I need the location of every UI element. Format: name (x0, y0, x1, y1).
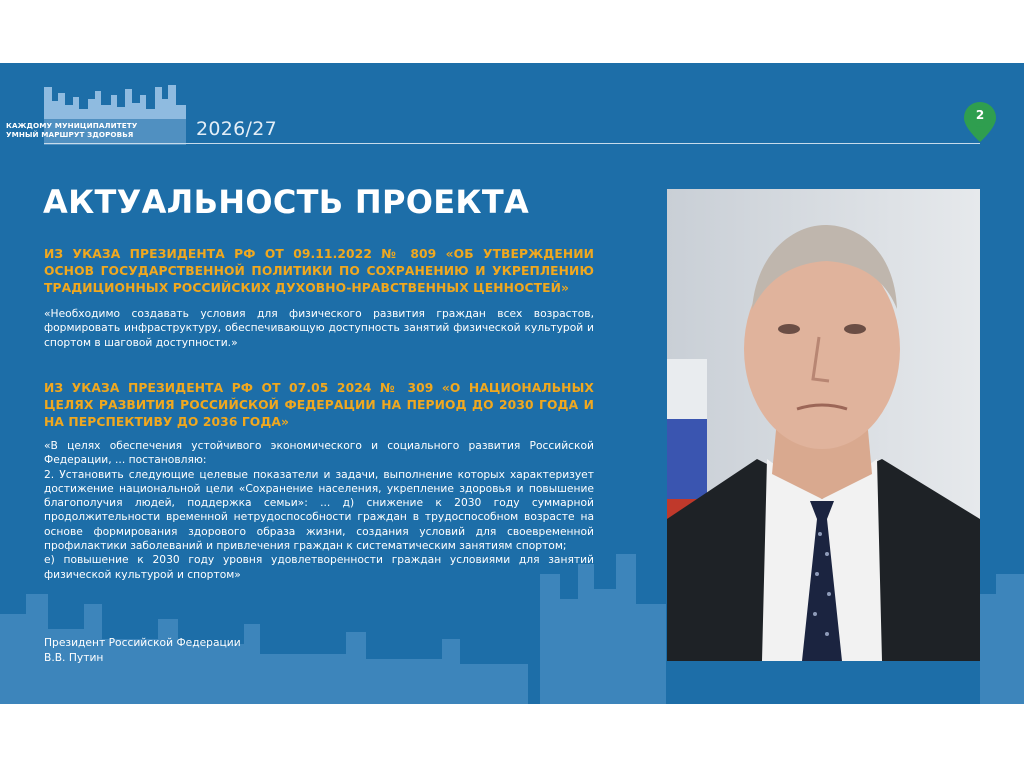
header-divider (44, 143, 980, 144)
logo-line-2: УМНЫЙ МАРШРУТ ЗДОРОВЬЯ (6, 130, 134, 139)
logo-text (6, 121, 137, 139)
logo-line-1: КАЖДОМУ МУНИЦИПАЛИТЕТУ (6, 121, 138, 130)
decree-1-quote (44, 307, 594, 350)
portrait-image (667, 189, 980, 661)
signature (44, 635, 241, 665)
decree-1-heading: ИЗ УКАЗА ПРЕЗИДЕНТА РФ ОТ 09.11.2022 № 809 «ОБ УТВЕРЖДЕНИИ ОСНОВ ГОСУДАРСТВЕННОЙ ПОЛИТИКИ ПО СОХРАНЕНИЮ И УКРЕПЛЕНИЮ ТРАДИЦИОННЫХ РОССИЙСКИХ ДУХОВНО-НРАВСТВЕННЫХ ЦЕННОСТЕЙ» (44, 247, 594, 295)
decree-2-heading: ИЗ УКАЗА ПРЕЗИДЕНТА РФ ОТ 07.05 2024 № 309 «О НАЦИОНАЛЬНЫХ ЦЕЛЯХ РАЗВИТИЯ РОССИЙСКОЙ ФЕДЕРАЦИИ НА ПЕРИОД ДО 2030 ГОДА И НА ПЕРСПЕКТИВУ ДО 2036 ГОДА» (44, 381, 594, 429)
signature-position: Президент Российской Федерации (44, 636, 241, 649)
slide (0, 63, 1024, 704)
decree-2-para-3: е) повышение к 2030 году уровня удовлетворенности граждан условиями для занятий физической культурой и спортом» (44, 553, 594, 581)
page-title: АКТУАЛЬНОСТЬ ПРОЕКТА (43, 183, 530, 221)
decree-1-quote-text: «Необходимо создавать условия для физического развития граждан всех возрастов, формировать инфраструктуру, обеспечивающую доступность занятий физической культурой и спортом в шаговой доступности.» (44, 307, 594, 349)
decree-2-para-2: 2. Установить следующие целевые показатели и задачи, выполнение которых характеризует достижение национальной цели «Сохранение населения, укрепление здоровья и повышение благополучия людей, поддержка семьи»: ... д) снижение к 2030 году суммарной продолжительности временной нетрудоспособности граждан в трудоспособном возрасте на основе формирования здорового образа жизни, создания условий для своевременной профилактики заболеваний и привлечения граждан к систематическим занятиям спортом; (44, 467, 594, 553)
map-pin-icon (962, 100, 998, 144)
page-number: 2 (975, 108, 985, 122)
decree-2-para-1: «В целях обеспечения устойчивого экономического и социального развития Российской Федерации, ... постановляю: (44, 439, 594, 467)
decree-2-quote (44, 439, 594, 582)
portrait-photo (667, 189, 980, 661)
year-label: 2026/27 (196, 118, 278, 140)
signature-name: В.В. Путин (44, 651, 104, 664)
